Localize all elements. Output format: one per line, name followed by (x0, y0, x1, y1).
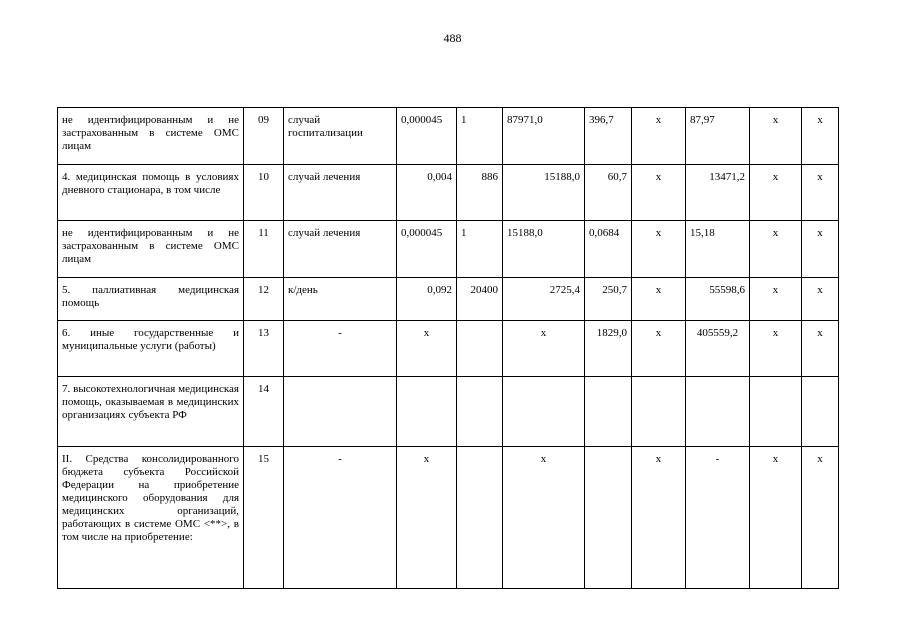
line-number: 14 (244, 377, 284, 447)
cell: х (750, 108, 802, 165)
cell: х (397, 321, 457, 377)
cell: х (750, 278, 802, 321)
cell: 87971,0 (503, 108, 585, 165)
unit-cell (284, 377, 397, 447)
table-row (58, 321, 839, 377)
cell: 0,000045 (397, 108, 457, 165)
cell: 55598,6 (686, 278, 750, 321)
cell (632, 377, 686, 447)
cell: х (632, 447, 686, 589)
row-name: 7. высокотехнологичная медицинская помощь, оказываемая в медицинских организациях субъекта РФ (58, 377, 244, 447)
cell: х (802, 165, 839, 221)
cell: 60,7 (585, 165, 632, 221)
cell: - (686, 447, 750, 589)
cell: х (503, 321, 585, 377)
cell: 0,0684 (585, 221, 632, 278)
cell: 2725,4 (503, 278, 585, 321)
cell: 1 (457, 221, 503, 278)
unit-cell: случай лечения (284, 165, 397, 221)
cell (457, 321, 503, 377)
cell (585, 377, 632, 447)
unit-cell: - (284, 447, 397, 589)
cell: 15,18 (686, 221, 750, 278)
cell (397, 377, 457, 447)
cell: х (750, 321, 802, 377)
row-name: 4. медицинская помощь в условиях дневного стационара, в том числе (58, 165, 244, 221)
cell: 20400 (457, 278, 503, 321)
cell: 0,000045 (397, 221, 457, 278)
cell: х (632, 165, 686, 221)
cell: х (750, 221, 802, 278)
row-name: не идентифицированным и не застрахованным в системе ОМС лицам (58, 108, 244, 165)
table-row (58, 447, 839, 589)
cell: 1 (457, 108, 503, 165)
cell: х (632, 108, 686, 165)
row-name: 6. иные государственные и муниципальные услуги (работы) (58, 321, 244, 377)
cell: х (632, 321, 686, 377)
data-table (57, 107, 839, 589)
cell: х (802, 278, 839, 321)
line-number: 13 (244, 321, 284, 377)
unit-cell: - (284, 321, 397, 377)
cell: х (632, 278, 686, 321)
cell: 15188,0 (503, 221, 585, 278)
line-number: 11 (244, 221, 284, 278)
cell: х (397, 447, 457, 589)
cell (686, 377, 750, 447)
table-row (58, 377, 839, 447)
cell: 0,092 (397, 278, 457, 321)
unit-cell: случай госпитализации (284, 108, 397, 165)
line-number: 15 (244, 447, 284, 589)
cell: 0,004 (397, 165, 457, 221)
cell (503, 377, 585, 447)
cell: 405559,2 (686, 321, 750, 377)
cell (802, 377, 839, 447)
row-name: не идентифицированным и не застрахованным в системе ОМС лицам (58, 221, 244, 278)
cell: х (802, 108, 839, 165)
cell: х (750, 165, 802, 221)
page-number: 488 (443, 31, 462, 45)
cell (585, 447, 632, 589)
table-row (58, 165, 839, 221)
cell: х (802, 221, 839, 278)
cell: 886 (457, 165, 503, 221)
cell: х (503, 447, 585, 589)
unit-cell: к/день (284, 278, 397, 321)
line-number: 12 (244, 278, 284, 321)
row-name: 5. паллиативная медицинская помощь (58, 278, 244, 321)
line-number: 09 (244, 108, 284, 165)
cell: 396,7 (585, 108, 632, 165)
cell (457, 377, 503, 447)
cell: х (632, 221, 686, 278)
cell: 250,7 (585, 278, 632, 321)
line-number: 10 (244, 165, 284, 221)
cell: 87,97 (686, 108, 750, 165)
cell: х (802, 321, 839, 377)
table-row (58, 221, 839, 278)
cell (750, 377, 802, 447)
table-row (58, 278, 839, 321)
cell: 1829,0 (585, 321, 632, 377)
cell: х (802, 447, 839, 589)
cell: 15188,0 (503, 165, 585, 221)
table-row (58, 108, 839, 165)
row-name: II. Средства консолидированного бюджета субъекта Российской Федерации на приобретение медицинского оборудования для медицинских организаций, работающих в системе ОМС <**>, в том числе на приобретение: (58, 447, 244, 589)
unit-cell: случай лечения (284, 221, 397, 278)
cell: х (750, 447, 802, 589)
cell: 13471,2 (686, 165, 750, 221)
cell (457, 447, 503, 589)
